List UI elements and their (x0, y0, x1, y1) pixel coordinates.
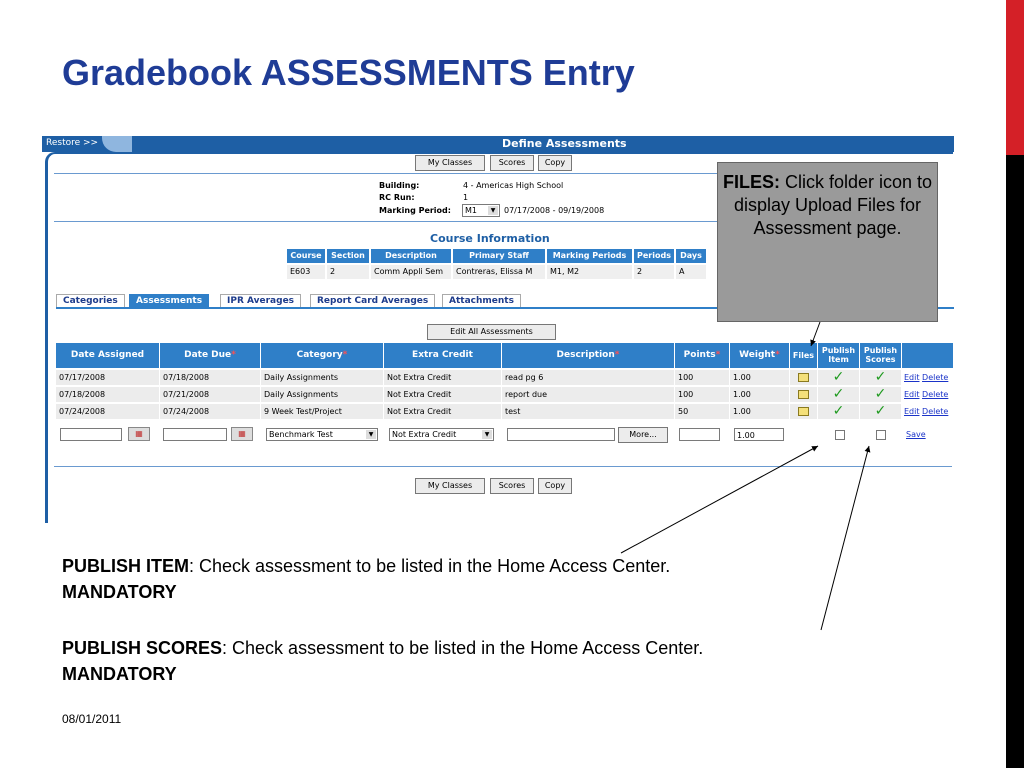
course-cell: A (676, 265, 706, 279)
course-cell: 2 (634, 265, 674, 279)
publish-item-check-icon: ✓ (818, 404, 860, 419)
tab-assessments[interactable]: Assessments (129, 294, 209, 308)
header-label: Publish (821, 346, 856, 355)
header-label: Files (792, 351, 815, 360)
category-select-value: Benchmark Test (269, 430, 333, 439)
callout-heading: FILES: (722, 172, 780, 192)
cell-weight: 1.00 (730, 370, 790, 385)
scores-button-bottom[interactable]: Scores (490, 478, 534, 494)
publish-item-check-icon: ✓ (818, 387, 860, 402)
cell-extra-credit: Not Extra Credit (384, 387, 502, 402)
weight-input[interactable]: 1.00 (734, 428, 784, 441)
cell-date-due: 07/18/2008 (160, 370, 261, 385)
header-label: Extra Credit (412, 350, 473, 360)
my-classes-button-bottom[interactable]: My Classes (415, 478, 485, 494)
delete-link[interactable]: Delete (922, 407, 949, 416)
cell-extra-credit: Not Extra Credit (384, 404, 502, 419)
calendar-icon[interactable]: ▦ (128, 427, 150, 441)
edit-link[interactable]: Edit (904, 373, 920, 382)
header-label: Description (556, 350, 615, 360)
header-label: Points (683, 350, 716, 360)
more-button[interactable]: More... (618, 427, 668, 443)
edit-link[interactable]: Edit (904, 390, 920, 399)
extra-credit-select-value: Not Extra Credit (392, 430, 457, 439)
rc-run-label: RC Run: (379, 193, 415, 202)
required-mark: * (775, 350, 780, 360)
publish-scores-check-icon: ✓ (860, 370, 902, 385)
publish-scores-check-icon: ✓ (860, 387, 902, 402)
delete-link[interactable]: Delete (922, 390, 949, 399)
header-label: Publish (863, 346, 898, 355)
course-header: Days (676, 249, 706, 263)
cell-weight: 1.00 (730, 404, 790, 419)
header-label: Category (296, 350, 343, 360)
cell-points: 100 (675, 370, 730, 385)
publish-scores-mandatory (62, 664, 177, 685)
cell-description: test (502, 404, 675, 419)
publish-item-note (62, 556, 670, 577)
header-label: Item (828, 355, 849, 364)
cell-category: Daily Assignments (261, 387, 384, 402)
cell-date-assigned: 07/24/2008 (56, 404, 160, 419)
cell-date-assigned: 07/18/2008 (56, 387, 160, 402)
window-title: Define Assessments (502, 137, 627, 150)
edit-link[interactable]: Edit (904, 407, 920, 416)
cell-category: 9 Week Test/Project (261, 404, 384, 419)
publish-scores-note (62, 638, 703, 659)
header-label: Weight (739, 350, 776, 360)
cell-points: 100 (675, 387, 730, 402)
publish-scores-text: : Check assessment to be listed in the Home Access Center. (222, 638, 704, 658)
publish-item-text: : Check assessment to be listed in the Home Access Center. (189, 556, 671, 576)
callout-text: Click folder icon to display Upload Files for Assessment page. (733, 172, 933, 238)
course-cell: Contreras, Elissa M (453, 265, 545, 279)
course-cell: E603 (287, 265, 325, 279)
course-cell: Comm Appli Sem (371, 265, 451, 279)
copy-button-top[interactable]: Copy (538, 155, 572, 171)
course-cell: M1, M2 (547, 265, 632, 279)
publish-item-arrow (621, 446, 818, 553)
required-mark: * (715, 350, 721, 360)
building-label: Building: (379, 181, 420, 190)
header-label: Scores (865, 355, 896, 364)
required-mark: * (342, 350, 348, 360)
building-value: 4 - Americas High School (463, 181, 564, 190)
cell-date-due: 07/21/2008 (160, 387, 261, 402)
course-cell: 2 (327, 265, 369, 279)
files-arrow (811, 322, 820, 346)
mandatory-label: MANDATORY (62, 664, 177, 684)
required-mark: * (231, 350, 236, 360)
slide-title: Gradebook ASSESSMENTS Entry (62, 52, 635, 93)
scores-button-top[interactable]: Scores (490, 155, 534, 171)
slide-date: 08/01/2011 (62, 712, 122, 726)
publish-scores-arrow (821, 446, 869, 630)
publish-scores-heading: PUBLISH SCORES (62, 638, 223, 658)
header-label: Date Due (184, 350, 232, 360)
publish-item-heading: PUBLISH ITEM (62, 556, 190, 576)
publish-item-check-icon: ✓ (818, 370, 860, 385)
publish-item-mandatory (62, 582, 177, 603)
save-link[interactable]: Save (906, 430, 926, 439)
cell-points: 50 (675, 404, 730, 419)
calendar-icon[interactable]: ▦ (231, 427, 253, 441)
tab-ipr-averages[interactable]: IPR Averages (220, 294, 301, 308)
course-header: Primary Staff (453, 249, 545, 263)
course-header: Marking Periods (547, 249, 632, 263)
copy-button-bottom[interactable]: Copy (538, 478, 572, 494)
mandatory-label: MANDATORY (62, 582, 177, 602)
cell-extra-credit: Not Extra Credit (384, 370, 502, 385)
cell-category: Daily Assignments (261, 370, 384, 385)
marking-period-dates: 07/17/2008 - 09/19/2008 (504, 206, 605, 215)
chevron-down-icon: ▼ (488, 206, 498, 215)
course-header: Periods (634, 249, 674, 263)
chevron-down-icon: ▼ (366, 430, 376, 439)
cell-description: read pg 6 (502, 370, 675, 385)
header-label: Date Assigned (70, 350, 145, 360)
required-mark: * (614, 350, 620, 360)
tab-attachments[interactable]: Attachments (442, 294, 521, 308)
course-header: Course (287, 249, 325, 263)
course-header: Description (371, 249, 451, 263)
course-header: Section (327, 249, 369, 263)
course-info-title: Course Information (430, 232, 550, 245)
cell-date-due: 07/24/2008 (160, 404, 261, 419)
marking-period-select-value: M1 (465, 206, 477, 215)
publish-scores-check-icon: ✓ (860, 404, 902, 419)
restore-link[interactable]: Restore >> (46, 138, 99, 148)
my-classes-button-top[interactable]: My Classes (415, 155, 485, 171)
edit-all-assessments-button[interactable]: Edit All Assessments (427, 324, 556, 340)
chevron-down-icon: ▼ (482, 430, 492, 439)
delete-link[interactable]: Delete (922, 373, 949, 382)
marking-period-label: Marking Period: (379, 206, 451, 215)
tab-report-card-averages[interactable]: Report Card Averages (310, 294, 435, 308)
cell-date-assigned: 07/17/2008 (56, 370, 160, 385)
rc-run-value: 1 (463, 193, 469, 202)
cell-description: report due (502, 387, 675, 402)
tab-categories[interactable]: Categories (56, 294, 125, 308)
cell-weight: 1.00 (730, 387, 790, 402)
